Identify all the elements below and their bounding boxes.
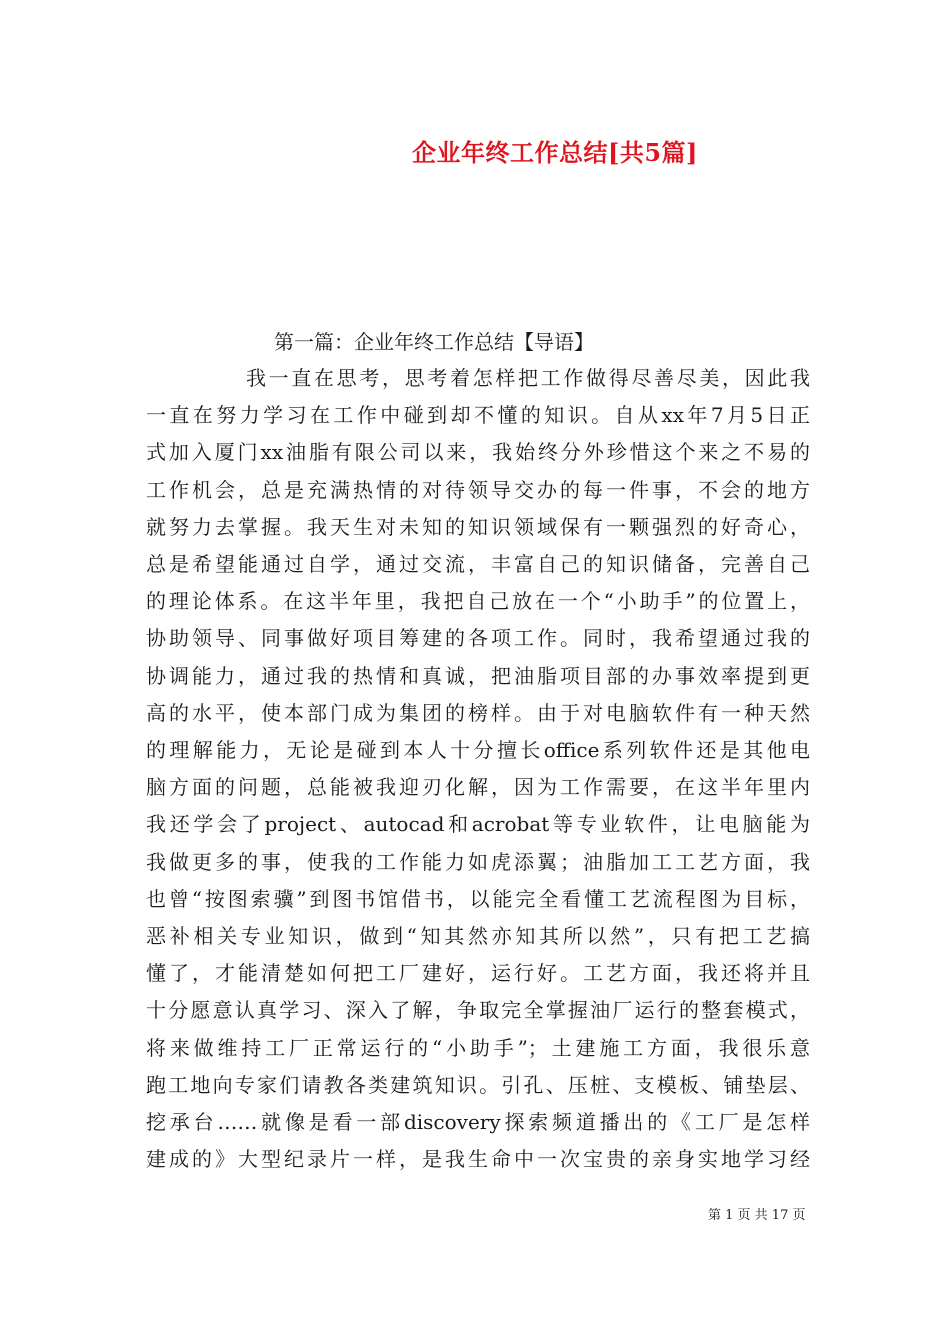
body-line: 恶补相关专业知识，做到“知其然亦知其所以然”，只有把工艺搞 (146, 924, 810, 949)
body-line: 懂了，才能清楚如何把工厂建好，运行好。工艺方面，我还将并且 (146, 961, 810, 986)
document-title: 企业年终工作总结[共5篇] (412, 138, 698, 167)
body-line: 跑工地向专家们请教各类建筑知识。引孔、压桩、支模板、铺垫层、 (146, 1072, 810, 1097)
body-line: 协助领导、同事做好项目筹建的各项工作。同时，我希望通过我的 (146, 626, 810, 651)
body-line: 式加入厦门xx油脂有限公司以来，我始终分外珍惜这个来之不易的 (146, 440, 810, 465)
body-line: 总是希望能通过自学，通过交流，丰富自己的知识储备，完善自己 (146, 552, 810, 577)
body-line: 协调能力，通过我的热情和真诚，把油脂项目部的办事效率提到更 (146, 663, 810, 688)
body-line: 一直在努力学习在工作中碰到却不懂的知识。自从xx年7月5日正 (146, 403, 810, 428)
body-line: 的理论体系。在这半年里，我把自己放在一个“小助手”的位置上， (146, 589, 810, 614)
body-line: 高的水平，使本部门成为集团的榜样。由于对电脑软件有一种天然 (146, 700, 810, 725)
body-line: 脑方面的问题，总能被我迎刃化解，因为工作需要，在这半年里内 (146, 775, 810, 800)
body-line: 将来做维持工厂正常运行的“小助手”；土建施工方面，我很乐意 (146, 1035, 810, 1060)
body-line: 建成的》大型纪录片一样，是我生命中一次宝贵的亲身实地学习经 (146, 1147, 810, 1172)
body-line: 也曾“按图索骥”到图书馆借书，以能完全看懂工艺流程图为目标， (146, 886, 810, 911)
body-line: 十分愿意认真学习、深入了解，争取完全掌握油厂运行的整套模式， (146, 998, 810, 1023)
body-line: 挖承台……就像是看一部discovery探索频道播出的《工厂是怎样 (146, 1110, 810, 1135)
page-number-footer: 第 1 页 共 17 页 (708, 1208, 806, 1223)
body-line: 我做更多的事，使我的工作能力如虎添翼；油脂加工工艺方面，我 (146, 849, 810, 874)
section-heading: 第一篇：企业年终工作总结【导语】 (274, 330, 594, 354)
body-line: 我一直在思考，思考着怎样把工作做得尽善尽美，因此我 (246, 366, 810, 390)
body-line: 工作机会，总是充满热情的对待领导交办的每一件事，不会的地方 (146, 477, 810, 502)
body-line: 我还学会了project、autocad和acrobat等专业软件，让电脑能为 (146, 812, 810, 837)
body-paragraph (146, 360, 810, 1178)
body-line: 就努力去掌握。我天生对未知的知识领域保有一颗强烈的好奇心， (146, 514, 810, 539)
body-line: 的理解能力，无论是碰到本人十分擅长office系列软件还是其他电 (146, 738, 810, 763)
